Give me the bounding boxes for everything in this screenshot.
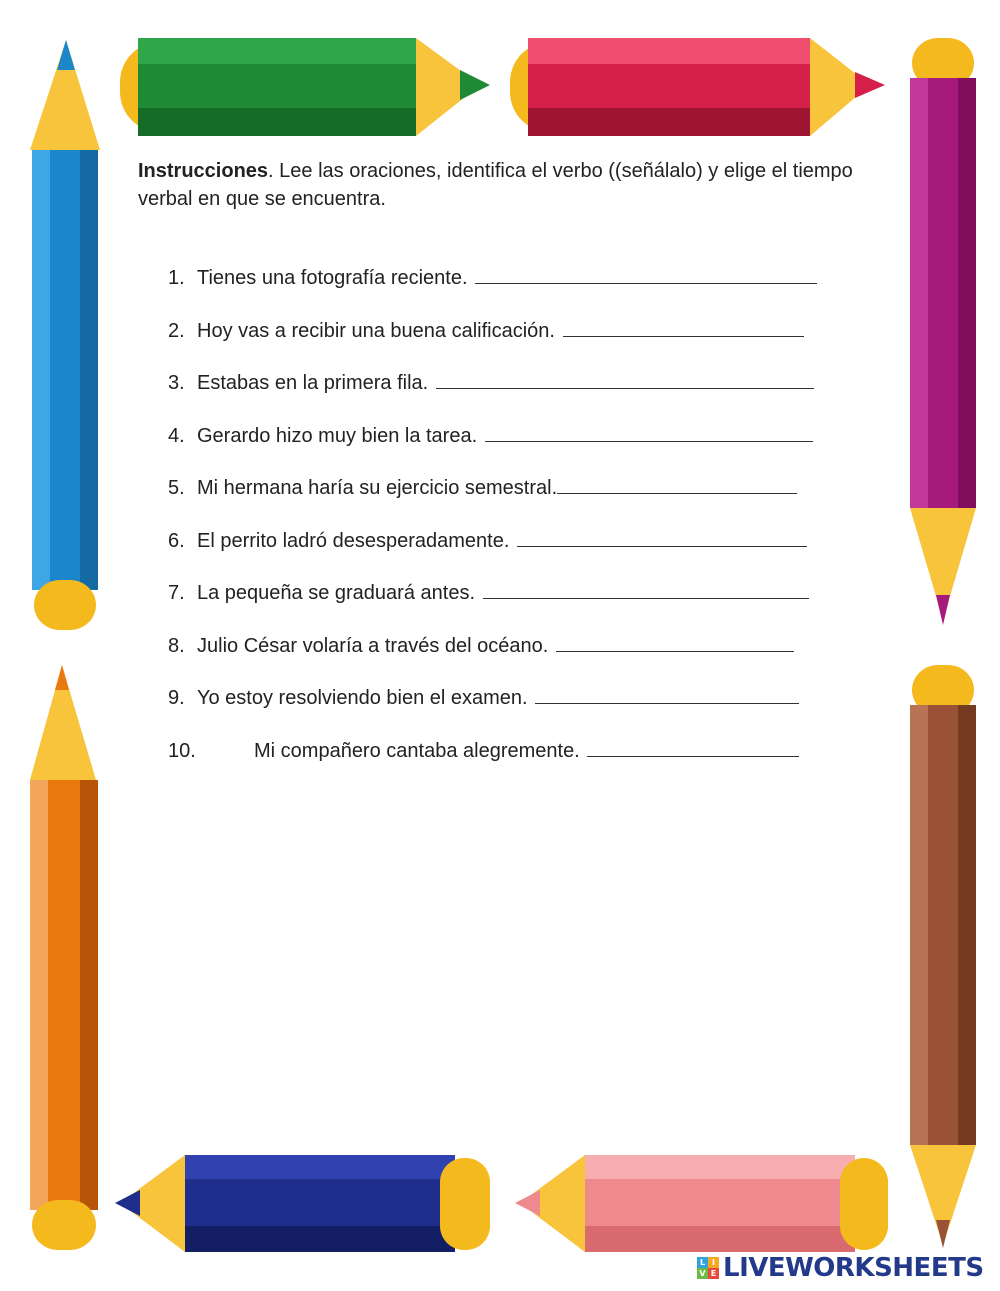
exercise-item: [168, 582, 868, 635]
exercise-item: [168, 477, 868, 530]
exercise-sentence: La pequeña se graduará antes.: [197, 582, 475, 604]
exercise-sentence: Yo estoy resolviendo bien el examen.: [197, 687, 528, 709]
exercise-number: 1.: [168, 267, 185, 289]
logo-letter: L: [697, 1257, 708, 1268]
liveworksheets-logo-icon: [697, 1257, 719, 1279]
pencil-brown-icon: [910, 665, 976, 1248]
pencil-red-icon: [510, 38, 885, 136]
exercise-number: 8.: [168, 634, 185, 657]
exercise-sentence: Mi hermana haría su ejercicio semestral.: [197, 477, 558, 499]
instructions-text: . Lee las oraciones, identifica el verbo ((señálalo) y elige el tiempo verbal en que se encuentra.: [138, 160, 853, 210]
instructions-title: Instrucciones: [138, 160, 269, 182]
exercise-sentence: Gerardo hizo muy bien la tarea.: [197, 424, 478, 447]
brand-name: LIVEWORKSHEETS: [723, 1253, 984, 1283]
exercise-sentence: Tienes una fotografía reciente.: [197, 267, 468, 289]
logo-letter: I: [708, 1257, 719, 1268]
exercise-item: [168, 320, 868, 373]
exercise-number: 10.: [168, 739, 196, 762]
exercise-item: [168, 687, 868, 740]
answer-blank[interactable]: [517, 545, 807, 547]
pencil-green-icon: [120, 38, 490, 136]
exercise-item: [168, 635, 868, 688]
answer-blank[interactable]: [475, 282, 817, 284]
logo-letter: V: [697, 1268, 708, 1279]
answer-blank[interactable]: [587, 755, 799, 757]
pencil-orange-icon: [30, 665, 98, 1250]
exercise-number: 5.: [168, 477, 185, 499]
exercise-sentence: El perrito ladró desesperadamente.: [197, 529, 510, 552]
exercise-sentence: Hoy vas a recibir una buena calificación.: [197, 319, 555, 342]
instructions-paragraph: [138, 157, 868, 213]
exercise-sentence: Estabas en la primera fila.: [197, 372, 429, 394]
liveworksheets-logo: [697, 1253, 984, 1283]
logo-letter: E: [708, 1268, 719, 1279]
answer-blank[interactable]: [436, 387, 814, 389]
exercise-item: [168, 530, 868, 583]
exercise-item: [168, 740, 868, 793]
answer-blank[interactable]: [485, 440, 813, 442]
exercise-number: 9.: [168, 687, 185, 709]
pencil-purple-icon: [910, 38, 976, 625]
answer-blank[interactable]: [556, 650, 794, 652]
answer-blank[interactable]: [483, 597, 809, 599]
exercise-number: 3.: [168, 372, 185, 394]
exercise-number: 7.: [168, 582, 185, 604]
exercise-item: [168, 267, 868, 320]
exercise-item: [168, 425, 868, 478]
exercise-number: 6.: [168, 529, 185, 552]
exercise-sentence: Julio César volaría a través del océano.: [197, 634, 549, 657]
exercise-sentence: Mi compañero cantaba alegremente.: [254, 739, 580, 762]
exercise-number: 4.: [168, 424, 185, 447]
exercise-list: [168, 267, 868, 792]
pencil-pink-icon: [515, 1155, 888, 1252]
pencil-blue-icon: [30, 40, 100, 630]
answer-blank[interactable]: [557, 492, 797, 494]
answer-blank[interactable]: [563, 335, 804, 337]
pencil-navy-icon: [115, 1155, 490, 1252]
exercise-item: [168, 372, 868, 425]
exercise-number: 2.: [168, 319, 185, 342]
answer-blank[interactable]: [535, 702, 799, 704]
